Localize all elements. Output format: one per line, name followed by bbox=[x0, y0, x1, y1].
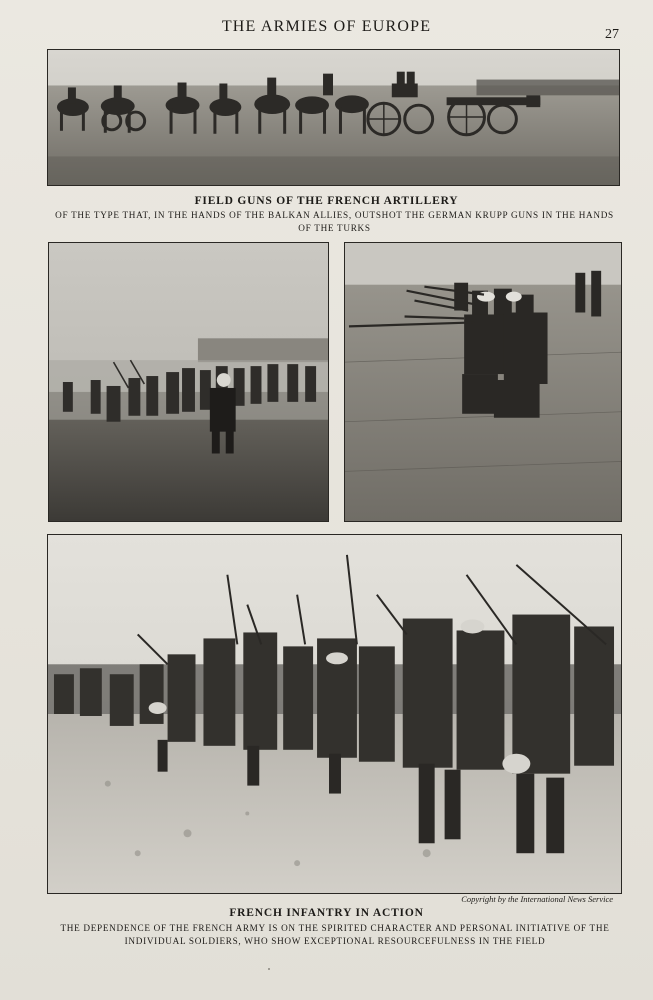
page-number: 27 bbox=[605, 27, 619, 42]
skirmish-photo bbox=[48, 242, 329, 522]
page-speck bbox=[268, 968, 270, 970]
artillery-photo bbox=[47, 49, 620, 186]
artillery-photo-image bbox=[48, 50, 619, 185]
running-head: THE ARMIES OF EUROPE bbox=[221, 18, 432, 35]
kneeling-photo bbox=[344, 242, 622, 522]
artillery-caption-body: OF THE TYPE THAT, IN THE HANDS OF THE BALKAN ALLIES, OUTSHOT THE GERMAN KRUPP GUNS IN THE HANDS OF THE TURKS bbox=[55, 210, 614, 233]
artillery-caption-title: FIELD GUNS OF THE FRENCH ARTILLERY bbox=[194, 195, 459, 207]
infantry-charge-photo bbox=[47, 534, 622, 894]
skirmish-photo-image bbox=[49, 243, 328, 521]
infantry-caption-body: THE DEPENDENCE OF THE FRENCH ARMY IS ON THE SPIRITED CHARACTER AND PERSONAL INITIATIVE OF THE INDIVIDUAL SOLDIERS, WHO SHOW EXCEPTIONAL RESOURCEFULNESS IN THE FIELD bbox=[60, 923, 610, 946]
infantry-caption-title: FRENCH INFANTRY IN ACTION bbox=[229, 907, 424, 919]
kneeling-photo-image bbox=[345, 243, 621, 521]
photo-credit: Copyright by the International News Service bbox=[461, 894, 613, 904]
infantry-charge-photo-image bbox=[48, 535, 621, 893]
